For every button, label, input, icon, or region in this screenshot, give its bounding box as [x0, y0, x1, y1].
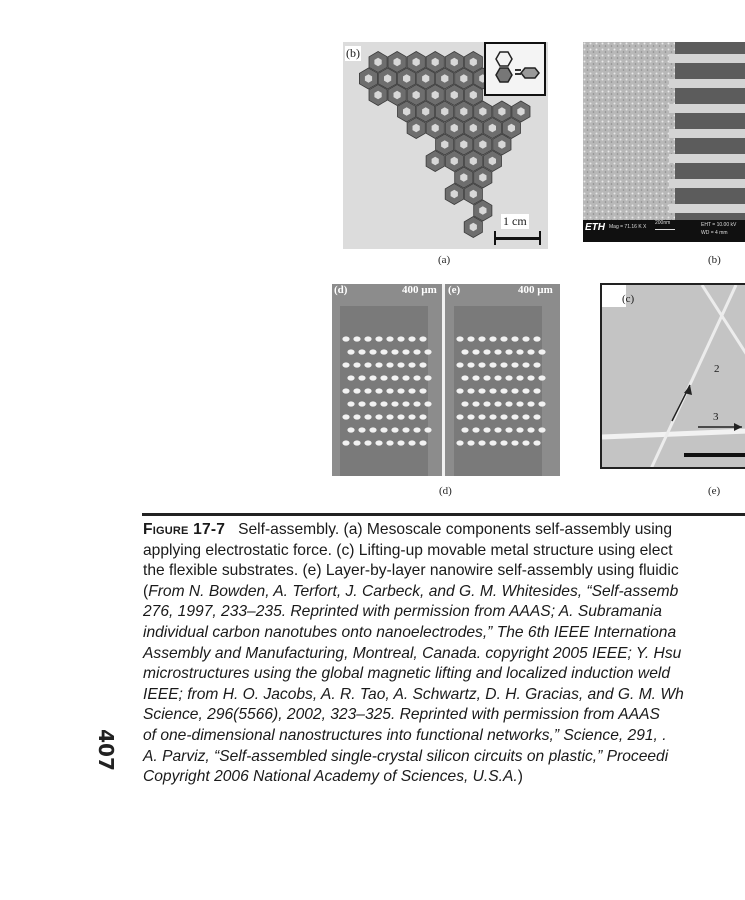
array-dot: [478, 336, 485, 341]
array-dot: [386, 362, 393, 367]
array-dot: [533, 388, 540, 393]
array-dot: [516, 375, 523, 380]
array-dot: [413, 401, 420, 406]
sem-scale-bar: [655, 229, 675, 230]
array-dot: [500, 440, 507, 445]
array-dot: [419, 388, 426, 393]
array-dot: [364, 336, 371, 341]
array-dot: [386, 388, 393, 393]
array-dot: [358, 427, 365, 432]
array-dot: [397, 414, 404, 419]
array-dot: [478, 362, 485, 367]
array-dot: [478, 388, 485, 393]
array-dot: [386, 440, 393, 445]
caption-credit: [143, 582, 745, 603]
array-dot: [408, 336, 415, 341]
array-dot: [364, 414, 371, 419]
array-dot: [511, 336, 518, 341]
sem-right2: WD = 4 mm: [701, 230, 728, 236]
sem-scale: 200nm: [655, 220, 671, 226]
array-dot: [467, 414, 474, 419]
array-dot: [347, 401, 354, 406]
figure-panel-d: [332, 284, 560, 476]
array-dot: [391, 375, 398, 380]
panel-e-caption-label: (e): [708, 485, 721, 497]
array-dot: [500, 336, 507, 341]
nanowire-image: [602, 285, 745, 469]
array-dot: [505, 427, 512, 432]
array-dot: [511, 388, 518, 393]
inset-box: [484, 42, 546, 96]
array-dot: [353, 388, 360, 393]
caption-credit-text: Copyright 2006 National Academy of Sciences, U.S.A.: [143, 768, 518, 786]
panel-a-inner-label: (b): [346, 46, 360, 60]
array-dot: [456, 388, 463, 393]
array-dot: [380, 349, 387, 354]
marker-2: 2: [714, 363, 720, 375]
panel-d-left-scale: 400 µm: [402, 284, 437, 296]
array-dot: [424, 375, 431, 380]
panel-a-caption-label: (a): [438, 254, 451, 266]
array-dot: [402, 349, 409, 354]
inset-hexagon-diagram: [486, 44, 544, 94]
array-dot: [358, 375, 365, 380]
array-dot: [386, 336, 393, 341]
array-dot: [369, 375, 376, 380]
array-dot: [478, 440, 485, 445]
array-dot: [494, 349, 501, 354]
electrode-finger: [669, 204, 745, 213]
array-dot: [391, 349, 398, 354]
array-dot: [461, 349, 468, 354]
array-dot: [424, 349, 431, 354]
caption-text: Self-assembly. (a) Mesoscale components self-assembly using: [238, 521, 673, 538]
array-dot: [375, 440, 382, 445]
array-dot: [472, 401, 479, 406]
array-dot: [472, 375, 479, 380]
array-dot: [533, 336, 540, 341]
caption-credit-text: From N. Bowden, A. Terfort, J. Carbeck, and G. M. Whitesides, “Self-assemb: [148, 582, 679, 600]
cylinder-images: [332, 284, 560, 476]
caption-credit-text: individual carbon nanotubes onto nanoelectrodes,” The 6th IEEE Internationa: [143, 623, 677, 641]
caption-credit-text: microstructures using the global magnetic lifting and localized induction weld: [143, 665, 671, 683]
array-dot: [489, 336, 496, 341]
array-dot: [489, 388, 496, 393]
caption-credit-text: A. Parviz, “Self-assembled single-crystal silicon circuits on plastic,” Proceedi: [143, 747, 669, 765]
array-dot: [483, 427, 490, 432]
array-dot: [461, 375, 468, 380]
array-dot: [527, 349, 534, 354]
array-dot: [419, 336, 426, 341]
array-dot: [391, 401, 398, 406]
array-dot: [364, 362, 371, 367]
figure-panel-a: [343, 42, 548, 249]
sem-electrode-image: [583, 42, 745, 242]
caption-paren: ): [517, 768, 523, 786]
caption-last-line: [143, 767, 745, 788]
array-dot: [456, 414, 463, 419]
sem-right1: EHT = 10.00 kV: [701, 222, 737, 228]
array-dot: [380, 427, 387, 432]
array-dot: [478, 414, 485, 419]
array-dot: [353, 336, 360, 341]
array-dot: [483, 401, 490, 406]
sem-brand: ETH: [585, 222, 605, 233]
array-dot: [538, 401, 545, 406]
array-dot: [483, 375, 490, 380]
array-dot: [516, 427, 523, 432]
caption-credit-text: Science, 296(5566), 2002, 323–325. Reprinted with permission from AAAS: [143, 706, 660, 724]
panel-d-left-label: (d): [334, 284, 348, 296]
array-dot: [538, 349, 545, 354]
array-dot: [500, 388, 507, 393]
array-dot: [391, 427, 398, 432]
caption-paren: (: [143, 582, 149, 600]
array-dot: [413, 349, 420, 354]
caption-credit-text: IEEE; from H. O. Jacobs, A. R. Tao, A. Schwartz, D. H. Gracias, and G. M. Wh: [143, 685, 684, 703]
scale-bar-tick-right: [539, 231, 541, 245]
array-dot: [375, 362, 382, 367]
array-dot: [467, 336, 474, 341]
electrode-finger: [669, 79, 745, 88]
array-dot: [511, 440, 518, 445]
array-dot: [472, 349, 479, 354]
caption-line-1: [143, 520, 745, 541]
array-dot: [408, 362, 415, 367]
electrode-finger: [669, 154, 745, 163]
array-dot: [527, 427, 534, 432]
array-dot: [527, 401, 534, 406]
array-dot: [424, 401, 431, 406]
array-dot: [358, 349, 365, 354]
array-dot: [397, 440, 404, 445]
array-dot: [375, 336, 382, 341]
figure-caption: [143, 520, 745, 788]
array-dot: [353, 414, 360, 419]
array-dot: [347, 375, 354, 380]
array-dot: [489, 440, 496, 445]
array-dot: [419, 440, 426, 445]
array-dot: [505, 375, 512, 380]
array-dot: [489, 362, 496, 367]
marker-3: 3: [713, 411, 719, 423]
array-dot: [408, 388, 415, 393]
panel-d-right-label: (e): [448, 284, 461, 296]
array-dot: [538, 427, 545, 432]
array-dot: [461, 401, 468, 406]
array-dot: [467, 440, 474, 445]
array-dot: [516, 401, 523, 406]
caption-figure-label: Figure 17-7: [143, 521, 226, 538]
array-dot: [522, 388, 529, 393]
array-dot: [369, 349, 376, 354]
array-dot: [380, 375, 387, 380]
electrode-finger: [669, 129, 745, 138]
array-dot: [375, 388, 382, 393]
array-dot: [342, 414, 349, 419]
cylinder-left: [340, 306, 432, 476]
array-dot: [369, 427, 376, 432]
array-dot: [516, 349, 523, 354]
electrode-finger: [669, 104, 745, 113]
array-dot: [533, 414, 540, 419]
array-dot: [364, 388, 371, 393]
array-dot: [461, 427, 468, 432]
array-dot: [364, 440, 371, 445]
array-dot: [408, 440, 415, 445]
array-dot: [402, 401, 409, 406]
sem-info: Mag = 71.16 K X: [609, 224, 647, 230]
array-dot: [380, 401, 387, 406]
array-dot: [347, 427, 354, 432]
array-dot: [397, 336, 404, 341]
array-dot: [533, 440, 540, 445]
scale-bar: [494, 237, 541, 240]
caption-text: the flexible substrates. (e) Layer-by-layer nanowire self-assembly using fluidic: [143, 562, 679, 580]
caption-rule: [142, 513, 745, 516]
array-dot: [358, 401, 365, 406]
array-dot: [386, 414, 393, 419]
array-dot: [494, 375, 501, 380]
array-dot: [402, 375, 409, 380]
array-dot: [456, 440, 463, 445]
array-dot: [483, 349, 490, 354]
array-dot: [505, 349, 512, 354]
array-dot: [413, 427, 420, 432]
array-dot: [375, 414, 382, 419]
array-dot: [456, 336, 463, 341]
array-dot: [467, 362, 474, 367]
array-dot: [494, 401, 501, 406]
array-dot: [419, 414, 426, 419]
array-dot: [467, 388, 474, 393]
page-number: 407: [94, 729, 118, 771]
array-dot: [397, 362, 404, 367]
electrode-finger: [669, 179, 745, 188]
array-dot: [419, 362, 426, 367]
cylinder-right: [454, 306, 546, 476]
panel-b-caption-label: (b): [708, 254, 721, 266]
array-dot: [342, 388, 349, 393]
array-dot: [413, 375, 420, 380]
array-dot: [369, 401, 376, 406]
scale-bar-label: 1 cm: [503, 214, 527, 228]
array-dot: [522, 362, 529, 367]
array-dot: [533, 362, 540, 367]
array-dot: [522, 414, 529, 419]
array-dot: [402, 427, 409, 432]
scale-bar-tick-left: [494, 231, 496, 245]
array-dot: [522, 440, 529, 445]
array-dot: [408, 414, 415, 419]
caption-credit-text: 276, 1997, 233–235. Reprinted with permission from AAAS; A. Subramania: [143, 603, 662, 621]
array-dot: [489, 414, 496, 419]
array-dot: [500, 362, 507, 367]
array-dot: [397, 388, 404, 393]
array-dot: [424, 427, 431, 432]
array-dot: [527, 375, 534, 380]
array-dot: [538, 375, 545, 380]
array-dot: [494, 427, 501, 432]
figure-panel-b: [583, 42, 745, 242]
panel-d-right-scale: 400 µm: [518, 284, 553, 296]
figure-panel-e: [600, 283, 745, 469]
array-dot: [342, 440, 349, 445]
array-dot: [472, 427, 479, 432]
array-dot: [353, 362, 360, 367]
caption-text: applying electrostatic force. (c) Lifting-up movable metal structure using elect: [143, 541, 673, 559]
array-dot: [342, 362, 349, 367]
array-dot: [505, 401, 512, 406]
array-dot: [456, 362, 463, 367]
electrode-finger: [669, 54, 745, 63]
panel-d-caption-label: (d): [439, 485, 452, 497]
caption-credit-text: Assembly and Manufacturing, Montreal, Canada. copyright 2005 IEEE; Y. Hsu: [143, 644, 682, 662]
array-dot: [500, 414, 507, 419]
array-dot: [511, 414, 518, 419]
array-dot: [342, 336, 349, 341]
array-dot: [353, 440, 360, 445]
array-dot: [522, 336, 529, 341]
panel-e-inner-label: (c): [622, 293, 635, 305]
array-dot: [511, 362, 518, 367]
array-dot: [347, 349, 354, 354]
caption-credit-text: of one-dimensional nanostructures into functional networks,” Science, 291, .: [143, 726, 667, 744]
